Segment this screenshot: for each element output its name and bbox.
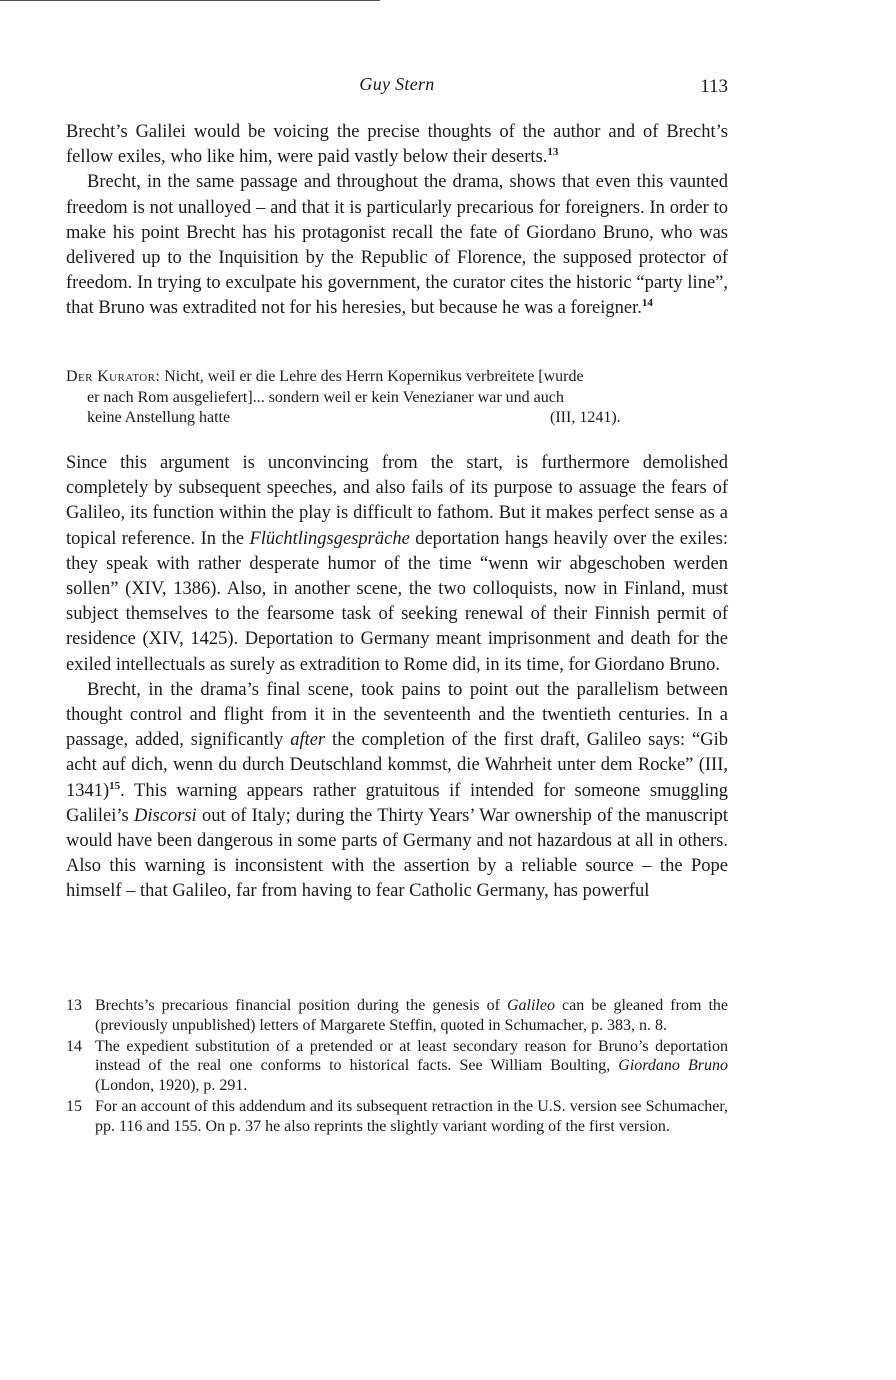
footnote: [66, 996, 728, 1036]
footnote-number: 13: [66, 997, 82, 1014]
footnote-text: [95, 996, 728, 1036]
paragraph-text: . This warning appears rather gratuitous if intended for someone smuggling Galilei’s: [66, 780, 728, 826]
footnote-ref: 13: [547, 146, 559, 159]
paragraph: [66, 170, 728, 321]
paragraph: [66, 451, 728, 678]
main-text-upper: [66, 120, 728, 322]
paragraph: [66, 120, 728, 170]
footnote-text-part: Brechts’s precarious financial position during the genesis of: [95, 997, 507, 1014]
page-number: 113: [700, 76, 728, 97]
scan-edge-line: [0, 0, 380, 1]
quote-line: er nach Rom ausgeliefert]... sondern weil er kein Venezianer war und auch: [87, 388, 564, 406]
quote-citation: (III, 1241).: [550, 409, 621, 426]
paragraph-text: Brecht, in the same passage and throughout the drama, shows that even this vaunted freedom is not unalloyed – and that it is particularly precarious for foreigners. In order to make his point Brecht has his protagonist recall the fate of Giordano Bruno, who was delivered up to the Inquisition by the Republic of Florence, the supposed protector of freedom. In trying to exculpate his government, the curator cites the historic “party line”, that Bruno was extradited not for his heresies, but because he was a foreigner.: [66, 172, 728, 319]
work-title: Flüchtlingsgespräche: [249, 528, 410, 549]
footnote-number: 14: [66, 1037, 82, 1055]
paragraph-text: Brecht, in the drama’s final scene, took pains to point out the parallelism between thought control and flight from it in the seventeenth and the twentieth centuries. In a passage, added, significantly: [66, 679, 728, 751]
footnote: [66, 1097, 728, 1137]
footnote-number: 15: [66, 1097, 82, 1115]
main-text-lower: [66, 451, 728, 905]
footnote-text-part: can be gleaned from the (previously unpublished) letters of Margarete Steffin, quoted in Schumacher, p. 383, n. 8.: [95, 997, 729, 1034]
paragraph-text: out of Italy; during the Thirty Years’ War ownership of the manuscript would have been dangerous in some parts of Germany and not hazardous at all in others. Also this warning is inconsistent with the assertion by a reliable source – the Pope himself – that Galileo, far from having to fear Catholic Germany, has powerful: [66, 805, 728, 902]
emphasis: after: [290, 730, 326, 751]
footnote-ref: 14: [641, 297, 653, 310]
work-title: Giordano Bruno: [618, 1057, 728, 1075]
footnotes: [66, 996, 728, 1138]
footnote-text-part: The expedient substitution of a pretended or at least secondary reason for Bruno’s deportation instead of the real one conforms to historical facts. See William Boulting,: [95, 1037, 728, 1075]
block-quote: [66, 367, 728, 429]
paragraph: [66, 678, 728, 905]
footnote-ref: 15: [109, 779, 121, 792]
quote-line: [66, 367, 728, 388]
speaker-name: Der Kurator:: [66, 368, 161, 385]
quote-text: Nicht, weil er die Lehre des Herrn Kopernikus verbreitete [wurde: [164, 368, 584, 385]
work-title: Galileo: [506, 997, 555, 1014]
paragraph-text: Brecht’s Galilei would be voicing the precise thoughts of the author and of Brecht’s fellow exiles, who like him, were paid vastly below their deserts.: [66, 122, 728, 168]
running-head: Guy Stern: [359, 74, 435, 94]
paragraph-text: Since this argument is unconvincing from the start, is furthermore demolished completely by subsequent speeches, and also fails of its purpose to assuage the fears of Galileo, its function within the play is difficult to fathom. But it makes perfect sense as a topical reference. In the: [66, 453, 728, 549]
footnote-text: [95, 1037, 728, 1096]
paragraph-text: the completion of the first draft, Galileo says: “Gib acht auf dich, wenn du durch Deutschland kommst, die Wahrheit unter dem Rocke” (III, 1341): [66, 730, 728, 801]
page-header: [66, 74, 728, 104]
footnote-text: For an account of this addendum and its subsequent retraction in the U.S. version see Schumacher, pp. 116 and 155. On p. 37 he also reprints the slightly variant wording of the first version.: [95, 1097, 728, 1135]
quote-text: keine Anstellung hatte: [87, 409, 231, 426]
quote-line: [66, 408, 728, 429]
work-title: Discorsi: [134, 805, 197, 826]
footnote: [66, 1037, 728, 1096]
paragraph-text: deportation hangs heavily over the exiles: they speak with rather desperate humor of the time “wenn wir abgeschoben werden sollen” (XIV, 1386). Also, in another scene, the two colloquists, now in Finland, must subject themselves to the fearsome task of seeking renewal of their Finnish permit of residence (XIV, 1425). Deportation to Germany meant imprisonment and death for the exiled intellectuals as surely as extradition to Rome did, in its time, for Giordano Bruno.: [66, 528, 728, 675]
footnote-text-part: (London, 1920), p. 291.: [95, 1077, 248, 1095]
